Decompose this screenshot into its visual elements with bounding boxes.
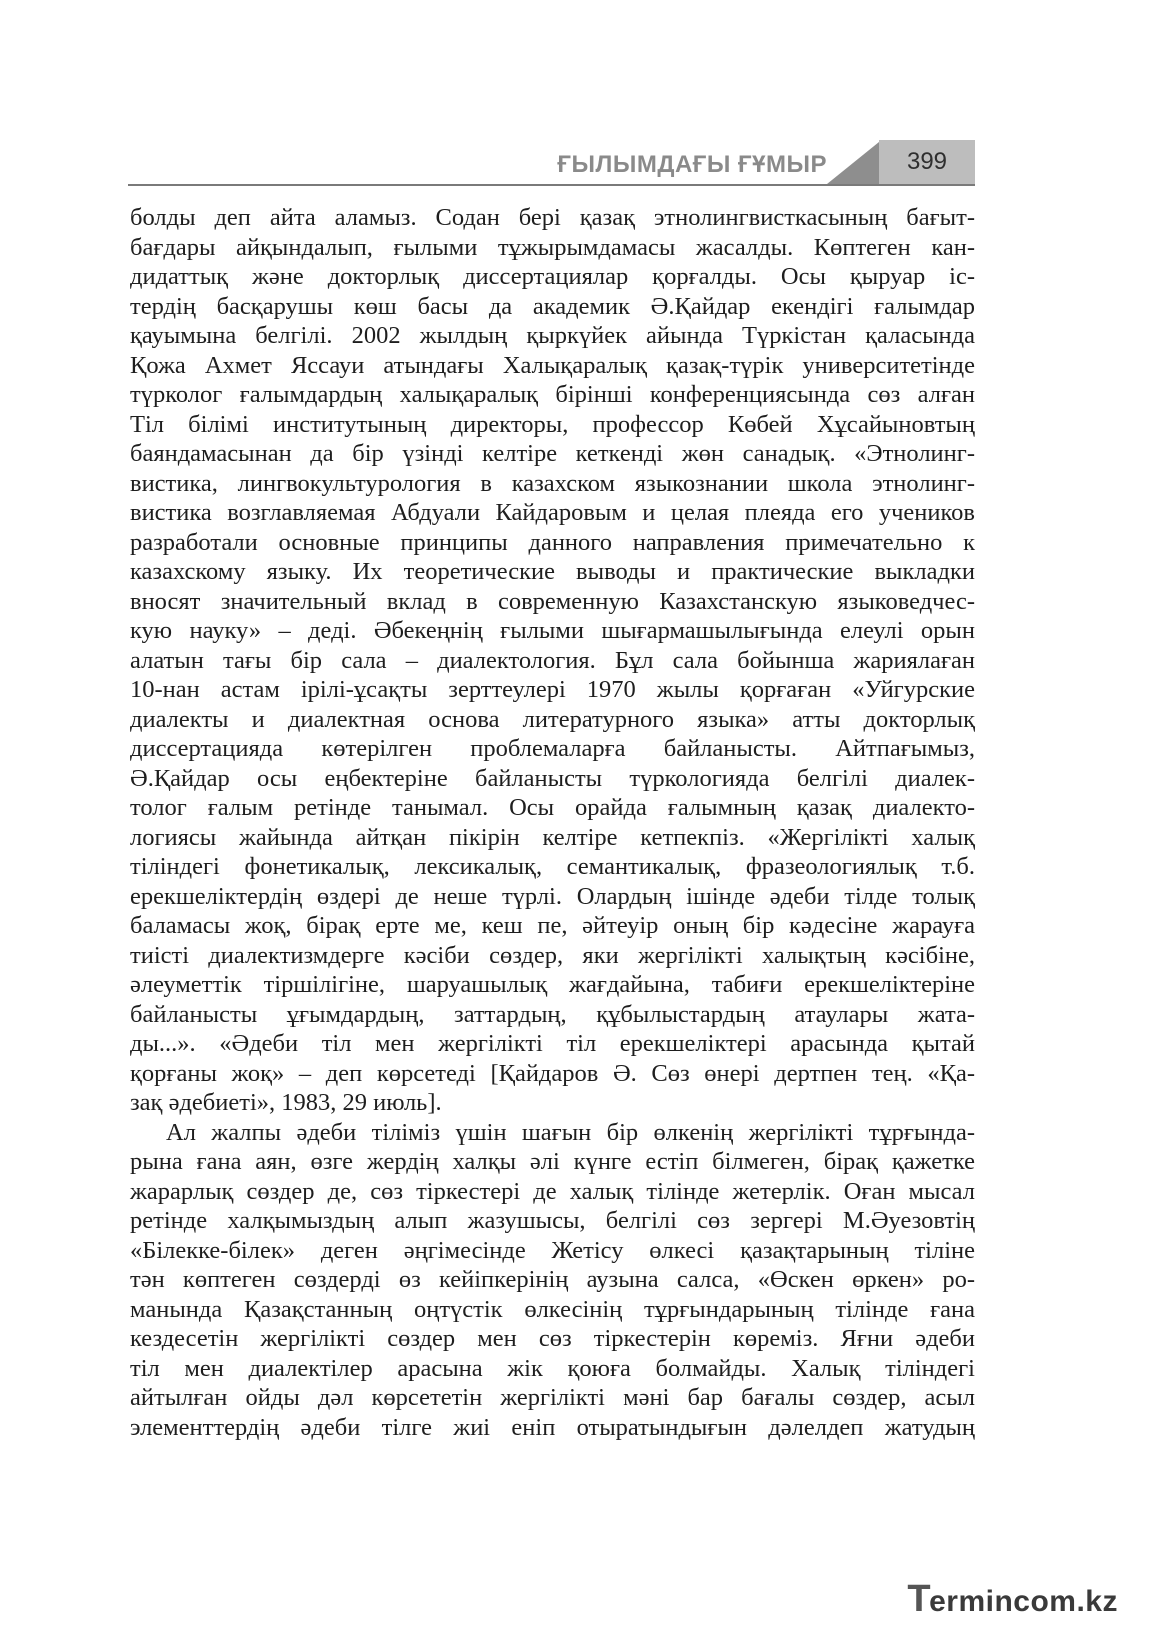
text-line: диссертацияда көтерілген проблемаларға байланысты. Айтпағымыз, [130, 735, 975, 762]
text-line: байланысты ұғымдардың, заттардың, құбылыстардың атаулары жата- [130, 1000, 975, 1028]
text-line: тиісті диалектизмдерге кәсіби сөздер, яки жергілікті халықтың кәсібіне, [130, 941, 975, 969]
text-line: дидаттық және докторлық диссертациялар қорғалды. Осы қыруар іс- [130, 263, 975, 290]
running-header-title: ҒЫЛЫМДАҒЫ ҒҰМЫР [557, 151, 827, 178]
text-line: айтылған ойды дәл көрсететін жергілікті мәні бар бағалы сөздер, асыл [130, 1384, 975, 1411]
text-line: вистика возглавляемая Абдуали Кайдаровым и целая плеяда его учеников [130, 499, 975, 526]
text-line: вносят значительный вклад в современную Казахстанскую языковедчес- [130, 587, 975, 615]
text-line: тіл мен диалектілер арасына жік қоюға болмайды. Халық тіліндегі [130, 1354, 975, 1382]
text-line: казахскому языку. Их теоретические выводы и практические выкладки [130, 558, 975, 585]
text-line: кездесетін жергілікті сөздер мен сөз тіркестерін көреміз. Яғни әдеби [130, 1325, 975, 1352]
text-line: болды деп айта аламыз. Содан бері қазақ этнолингвисткасының бағыт- [130, 204, 975, 231]
text-line: қауымына белгілі. 2002 жылдың қыркүйек айында Түркістан қаласында [130, 322, 975, 349]
text-line: логиясы жайында айтқан пікірін келтіре кетпекпіз. «Жергілікті халық [130, 823, 975, 851]
text-line: Тіл білімі институтының директоры, профессор Көбей Хұсайыновтың [130, 410, 975, 438]
running-header [128, 140, 975, 186]
text-line: тән көптеген сөздерді өз кейіпкерінің аузына салса, «Өскен өркен» ро- [130, 1266, 975, 1293]
text-line-paragraph-start: Ал жалпы әдеби тіліміз үшін шағын бір өлкенің жергілікті тұрғында- [166, 1118, 975, 1146]
watermark-initial: T [907, 1578, 932, 1620]
text-line: бағдары айқындалып, ғылыми тұжырымдамасы жасалды. Көптеген кан- [130, 233, 975, 261]
text-line: элементтердің әдеби тілге жиі еніп отыратындығын дәлелдеп жатудың [130, 1413, 975, 1441]
header-rule [128, 184, 975, 186]
page-number-tab [879, 140, 975, 184]
text-line: зақ әдебиеті», 1983, 29 июль]. [130, 1089, 442, 1116]
text-line: вистика, лингвокультурология в казахском языкознании школа этнолинг- [130, 469, 975, 497]
text-line: ерекшеліктердің өздері де неше түрлі. Олардың ішінде әдеби тілде толық [130, 882, 975, 910]
watermark-o: o [1030, 1585, 1050, 1618]
text-line: алатын тағы бір сала – диалектология. Бұл сала бойынша жариялаған [130, 646, 975, 674]
header-wedge-shape [827, 142, 879, 184]
text-line: түрколог ғалымдардың халықаралық бірінші конференциясында сөз алған [130, 381, 975, 408]
text-line: 10-нан астам ірілі-ұсақты зерттеулері 1970 жылы қорғаған «Уйгурские [130, 676, 975, 703]
watermark-text: erminc [929, 1585, 1031, 1618]
site-watermark-logo [907, 1578, 1118, 1621]
body-text [130, 203, 975, 1442]
text-line: ды...». «Әдеби тіл мен жергілікті тіл ерекшеліктері арасында қытай [130, 1030, 975, 1057]
text-line: диалекты и диалектная основа литературного языка» атты докторлық [130, 705, 975, 733]
text-line: манында Қазақстанның оңтүстік өлкесінің тұрғындарының тілінде ғана [130, 1295, 975, 1323]
text-line: ретінде халқымыздың алып жазушысы, белгілі сөз зергері М.Әуезовтің [130, 1207, 975, 1234]
page-number: 399 [906, 148, 948, 175]
text-line: жарарлық сөздер де, сөз тіркестері де халық тілінде жетерлік. Оған мысал [130, 1177, 975, 1205]
text-line: қорғаны жоқ» – деп көрсетеді [Қайдаров Ә. Сөз өнері дертпен тең. «Қа- [130, 1059, 975, 1087]
text-line: Қожа Ахмет Яссауи атындағы Халықаралық қазақ-түрік университетінде [130, 351, 975, 379]
text-line: рына ғана аян, өзге жердің халқы әлі күнге естіп білмеген, бірақ қажетке [130, 1148, 975, 1175]
text-line: толог ғалым ретінде танымал. Осы орайда ғалымның қазақ диалекто- [130, 794, 975, 821]
text-line: баяндамасынан да бір үзінді келтіре кеткенді жөн санадық. «Этнолинг- [130, 440, 975, 467]
text-line: әлеуметтік тіршілігіне, шаруашылық жағдайына, табиғи ерекшеліктеріне [130, 971, 975, 998]
text-line: кую науку» – деді. Әбекеңнің ғылыми шығармашылығында елеулі орын [130, 617, 975, 644]
text-line: «Білекке-білек» деген әңгімесінде Жетісу өлкесі қазақтарының тіліне [130, 1236, 975, 1264]
text-line: разработали основные принципы данного направления примечательно к [130, 528, 975, 556]
text-line: тіліндегі фонетикалық, лексикалық, семантикалық, фразеологиялық т.б. [130, 853, 975, 880]
watermark-tail: m.kz [1049, 1585, 1118, 1618]
text-line: тердің басқарушы көш басы да академик Ә.Қайдар екендігі ғалымдар [130, 292, 975, 320]
text-line: баламасы жоқ, бірақ ерте ме, кеш пе, әйтеуір оның бір кәдесіне жарауға [130, 912, 975, 939]
text-line: Ә.Қайдар осы еңбектеріне байланысты түркологияда белгілі диалек- [130, 764, 975, 792]
